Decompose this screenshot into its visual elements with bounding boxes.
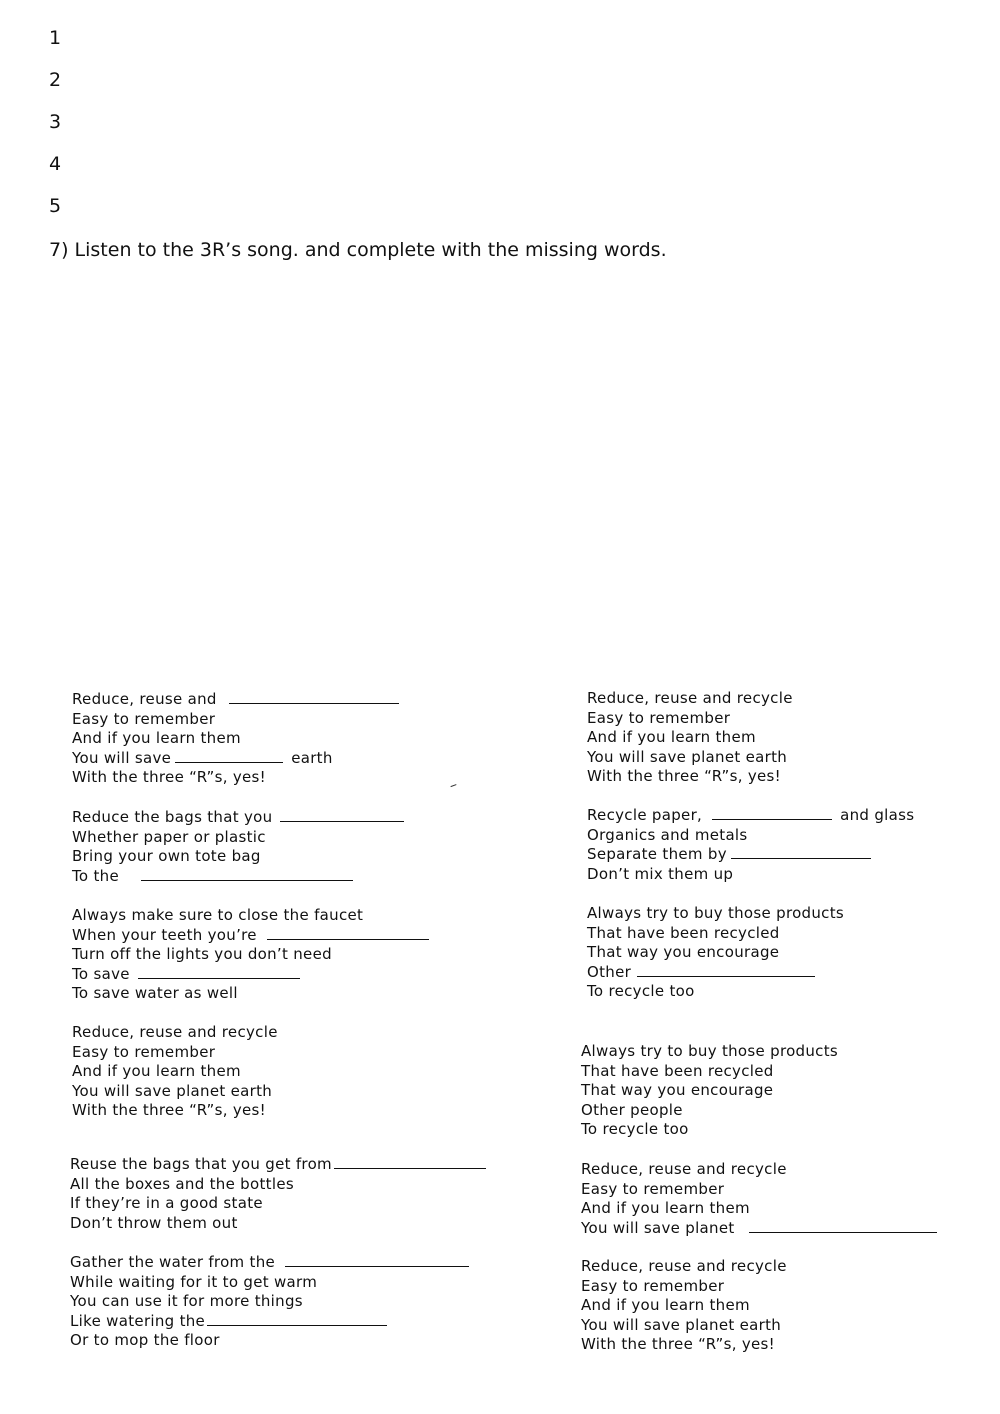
exercise-instruction: 7) Listen to the 3R’s song. and complete with the missing words. [49,239,667,261]
lyric-line: Reduce, reuse and recycle [581,1160,787,1178]
lyric-line: Like watering the [70,1312,473,1332]
lyric-line: That way you encourage [581,1081,774,1099]
left-verse-4 [72,1023,278,1121]
answer-blank[interactable] [229,691,399,704]
lyric-line: To save water as well [72,984,238,1002]
left-verse-5 [70,1155,490,1233]
lyric-line: While waiting for it to get warm [70,1272,318,1291]
lyric-line: Reuse the bags that you get from [70,1155,490,1175]
lyric-line: If they’re in a good state [70,1194,263,1212]
lyric-line: Reduce, reuse and recycle [581,1257,787,1275]
lyric-line: Reduce, reuse and [72,690,403,710]
lyric-line: And if you learn them [72,1062,241,1080]
lyric-line: Separate them by [587,845,914,865]
right-verse-5 [581,1160,941,1238]
number-list [49,24,61,234]
lyric-line: Whether paper or plastic [72,827,266,846]
lyric-line: Turn off the lights you don’t need [72,945,332,963]
lyric-line: To save [72,965,433,985]
right-verse-4 [581,1042,838,1140]
lyric-line: Don’t throw them out [70,1213,238,1232]
lyric-line: You will save planet earth [587,747,788,766]
lyric-line: Don’t mix them up [587,864,734,883]
stray-mark [450,784,457,790]
lyric-line: Reduce the bags that you [72,808,408,828]
lyric-line: Gather the water from the [70,1253,473,1273]
lyric-line: Always try to buy those products [587,904,845,922]
number-item: 5 [49,195,62,217]
lyric-line: Easy to remember [587,708,731,727]
lyric-line: When your teeth you’re [72,926,433,946]
answer-blank[interactable] [334,1156,486,1169]
left-verse-1 [72,690,403,788]
right-verse-1 [587,689,793,787]
number-item: 2 [49,69,62,91]
lyric-line: You can use it for more things [70,1292,303,1310]
lyric-line: Always make sure to close the faucet [72,906,364,924]
lyric-line: And if you learn them [587,728,756,746]
answer-blank[interactable] [712,807,832,820]
lyric-line: You will save planet earth [72,1081,273,1100]
lyric-line: You will save planet [581,1219,941,1239]
lyric-line: Organics and metals [587,825,748,844]
answer-blank[interactable] [141,868,353,881]
lyric-line: Always try to buy those products [581,1042,839,1060]
lyric-line: And if you learn them [581,1199,750,1217]
answer-blank[interactable] [280,809,404,822]
lyric-line: With the three “R”s, yes! [72,1101,266,1119]
lyric-line: Other [587,963,844,983]
lyric-line: Bring your own tote bag [72,847,261,865]
lyric-line: To recycle too [581,1120,689,1138]
lyric-line: That way you encourage [587,943,780,961]
right-verse-3 [587,904,844,1002]
lyric-line: With the three “R”s, yes! [72,768,266,786]
answer-blank[interactable] [267,927,429,940]
lyric-line: With the three “R”s, yes! [587,767,781,785]
right-verse-2 [587,806,914,884]
answer-blank[interactable] [207,1313,387,1326]
left-verse-6 [70,1253,473,1351]
answer-blank[interactable] [138,966,300,979]
lyric-line: Or to mop the floor [70,1331,220,1349]
left-verse-3 [72,906,433,1004]
lyric-line: To recycle too [587,982,695,1000]
lyric-line: To the [72,867,408,887]
lyric-line: All the boxes and the bottles [70,1174,294,1193]
right-verse-6 [581,1257,787,1355]
answer-blank[interactable] [285,1254,469,1267]
lyric-line: Easy to remember [72,709,216,728]
number-item: 3 [49,111,62,133]
lyric-line: Easy to remember [581,1276,725,1295]
lyric-line: And if you learn them [581,1296,750,1314]
lyric-line: Other people [581,1100,683,1119]
lyric-line: And if you learn them [72,729,241,747]
lyric-line: Recycle paper, and glass [587,806,915,824]
lyric-line: With the three “R”s, yes! [581,1335,775,1353]
lyric-line: You will save planet earth [581,1315,782,1334]
left-verse-2 [72,808,408,886]
lyric-line: That have been recycled [587,923,780,942]
number-item: 4 [49,153,62,175]
lyric-line: Reduce, reuse and recycle [587,689,793,707]
lyric-line: You will save earth [72,748,333,767]
number-item: 1 [49,27,62,49]
answer-blank[interactable] [731,846,871,859]
answer-blank[interactable] [637,964,815,977]
lyric-line: Reduce, reuse and recycle [72,1023,278,1041]
lyric-line: That have been recycled [581,1061,774,1080]
lyric-line: Easy to remember [581,1179,725,1198]
answer-blank[interactable] [749,1220,937,1233]
lyric-line: Easy to remember [72,1042,216,1061]
answer-blank[interactable] [175,750,283,763]
